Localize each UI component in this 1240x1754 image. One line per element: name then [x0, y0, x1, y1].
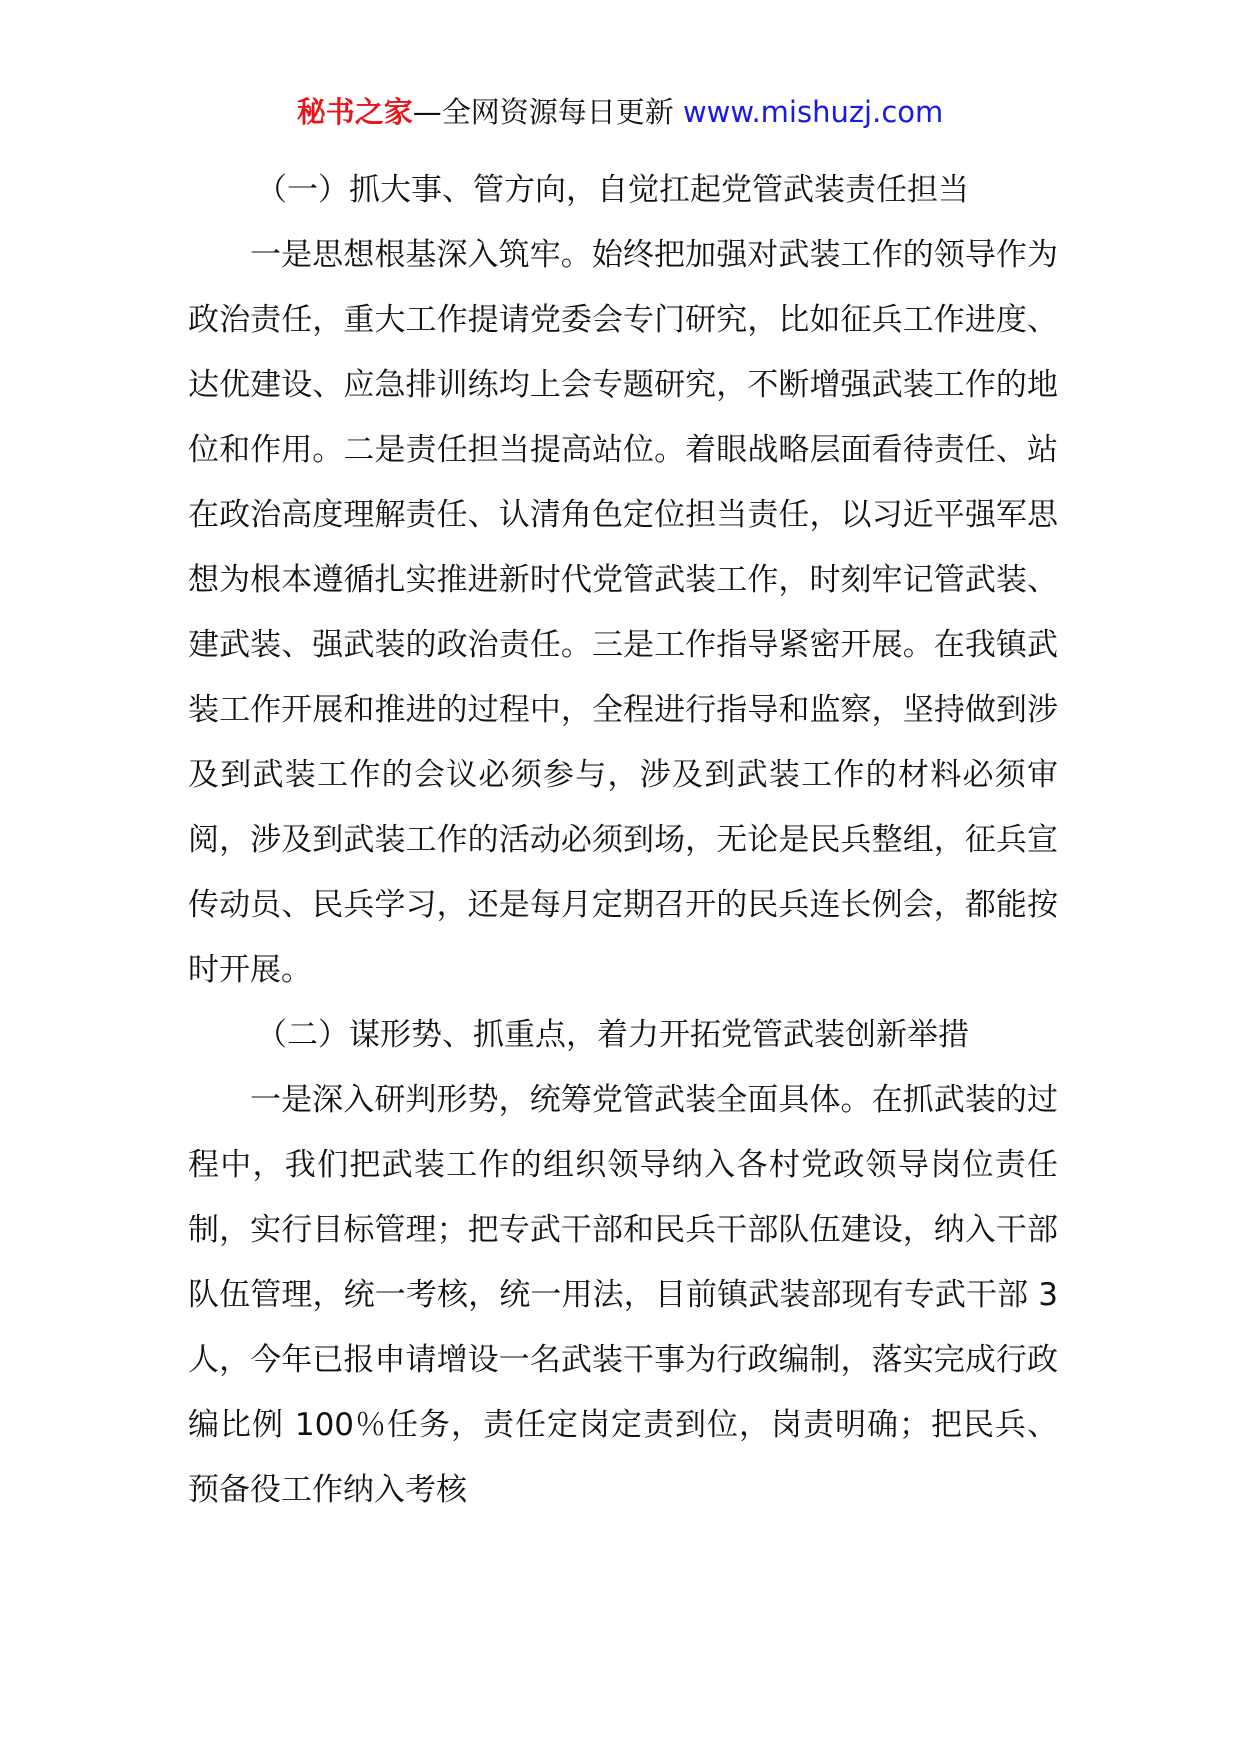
section-heading-2: （二）谋形势、抓重点，着力开拓党管武装创新举措 [256, 1017, 969, 1053]
section-heading-1: （一）抓大事、管方向，自觉扛起党管武装责任担当 [256, 172, 969, 208]
site-url[interactable]: www.mishuzj.com [682, 95, 944, 129]
document-body [188, 158, 1058, 1523]
site-tagline: —全网资源每日更新 [412, 95, 683, 129]
body-paragraph-2: 一是深入研判形势，统筹党管武装全面具体。在抓武装的过程中，我们把武装工作的组织领导纳入各村党政领导岗位责任制，实行目标管理；把专武干部和民兵干部队伍建设，纳入干部队伍管理，统一考核，统一用法，目前镇武装部现有专武干部 3 人，今年已报申请增设一名武装干事为行政编制，落实完成行政编比例 100％任务，责任定岗定责到位，岗责明确；把民兵、预备役工作纳入考核 [188, 1082, 1058, 1508]
site-brand: 秘书之家 [296, 95, 413, 129]
body-paragraph-1: 一是思想根基深入筑牢。始终把加强对武装工作的领导作为政治责任，重大工作提请党委会专门研究，比如征兵工作进度、达优建设、应急排训练均上会专题研究，不断增强武装工作的地位和作用。二是责任担当提高站位。着眼战略层面看待责任、站在政治高度理解责任、认清角色定位担当责任，以习近平强军思想为根本遵循扎实推进新时代党管武装工作，时刻牢记管武装、建武装、强武装的政治责任。三是工作指导紧密开展。在我镇武装工作开展和推进的过程中，全程进行指导和监察，坚持做到涉及到武装工作的会议必须参与，涉及到武装工作的材料必须审阅，涉及到武装工作的活动必须到场，无论是民兵整组，征兵宣传动员、民兵学习，还是每月定期召开的民兵连长例会，都能按时开展。 [188, 237, 1058, 988]
site-header [0, 94, 1240, 130]
